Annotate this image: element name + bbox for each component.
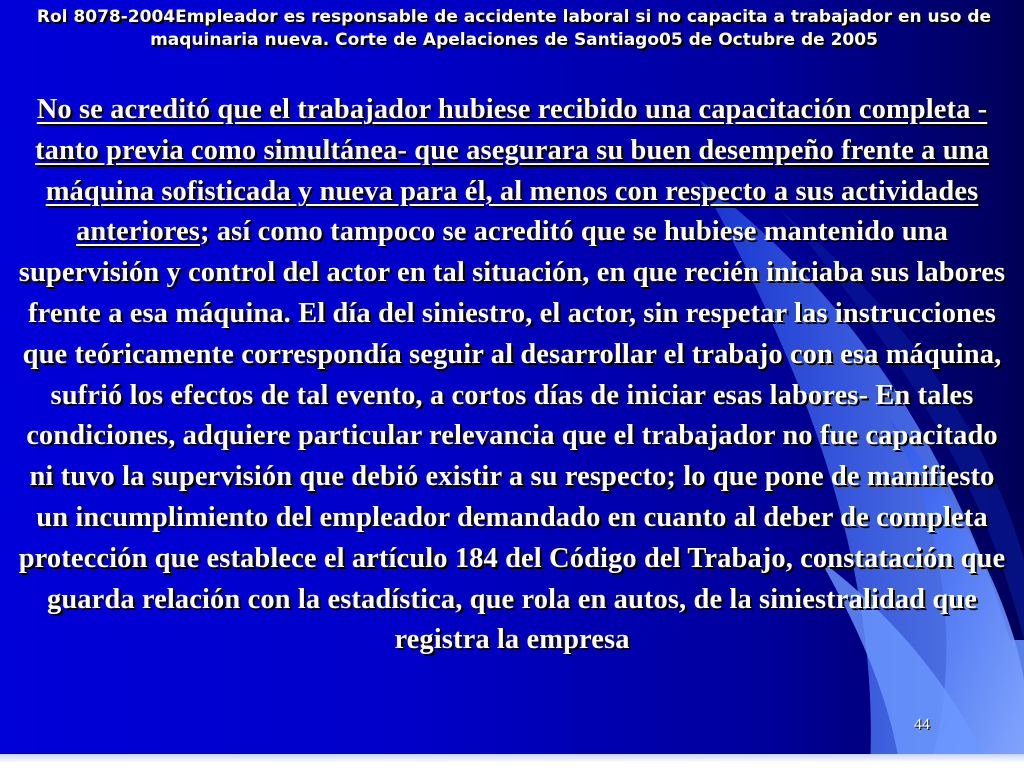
slide-title: Rol 8078-2004Empleador es responsable de accidente laboral si no capacita a trabajador en uso de maquinaria nueva. Corte de Apelaciones de Santiago05 de Octubre de 2005 <box>36 7 992 50</box>
page-number: 44 <box>914 716 930 733</box>
body-text-rest: ; así como tampoco se acreditó que se hubiese mantenido una supervisión y control del actor en tal situación, en que recién iniciaba sus labores frente a esa máquina. El día del siniestro, el actor, sin respetar las instrucciones que teóricamente correspondía seguir al desarrollar el trabajo con esa máquina, sufrió los efectos de tal evento, a cortos días de iniciar esas labores- En tales condiciones, adquiere particular relevancia que el trabajador no fue capacitado ni tuvo la supervisión que debió existir a su respecto; lo que pone de manifiesto un incumplimiento del empleador demandado en cuanto al deber de completa protección que establece el artículo 184 del Código del Trabajo, constatación que guarda relación con la estadística, que rola en autos, de la siniestralidad que registra la empresa <box>18 216 1006 656</box>
slide-body <box>12 90 1012 661</box>
body-underlined-text: No se acreditó que el trabajador hubiese recibido una capacitación completa -tanto previa como simultánea- que asegurara su buen desempeño frente a una máquina sofisticada y nueva para él, al menos con respecto a sus actividades anteriores <box>35 94 989 248</box>
bottom-strip <box>0 754 1024 768</box>
